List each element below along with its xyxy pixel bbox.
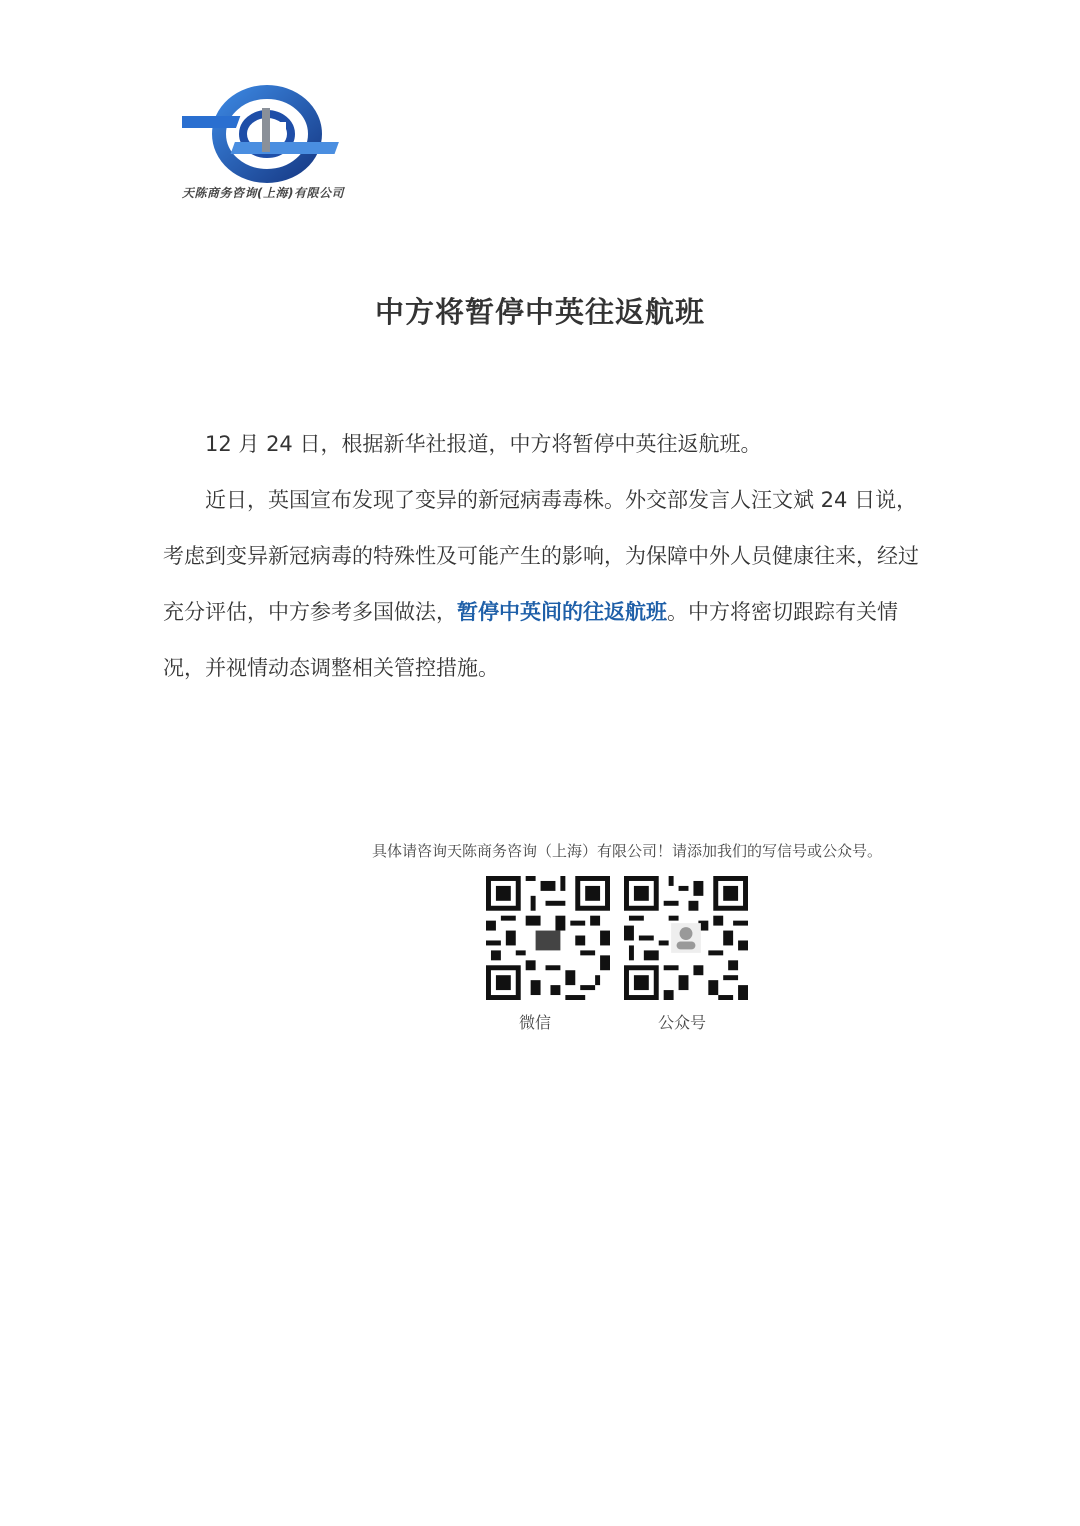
qr-label-wechat: 微信 bbox=[518, 1013, 551, 1032]
wechat-qr-code-icon bbox=[486, 876, 610, 1000]
paragraph-2-text-end: 。中方将密切跟踪有关情况，并视情动态调整相关管控措施。 bbox=[163, 600, 898, 680]
page-title: 中方将暂停中英往返航班 bbox=[374, 295, 705, 329]
company-logo bbox=[182, 84, 372, 206]
article-body bbox=[163, 416, 923, 696]
highlighted-text: 暂停中英间的往返航班 bbox=[457, 600, 667, 624]
paragraph-2 bbox=[163, 472, 923, 696]
contact-info: 具体请咨询天陈商务咨询（上海）有限公司！请添加我们的写信号或公众号。 bbox=[372, 842, 883, 860]
paragraph-1: 12 月 24 日，根据新华社报道，中方将暂停中英往返航班。 bbox=[205, 432, 762, 456]
logo-icon bbox=[182, 84, 372, 184]
logo-company-name: 天陈商务咨询(上海)有限公司 bbox=[182, 186, 344, 200]
paragraph-2-text: 近日，英国宣布发现了变异的新冠病毒毒株。外交部发言人汪文斌 24 日说，考虑到变异新冠病毒的特殊性及可能产生的影响，为保障中外人员健康往来，经过充分评估，中方参考多国做法， bbox=[163, 488, 919, 624]
qr-label-official-account: 公众号 bbox=[657, 1013, 706, 1032]
official-account-qr-code-icon bbox=[624, 876, 748, 1000]
